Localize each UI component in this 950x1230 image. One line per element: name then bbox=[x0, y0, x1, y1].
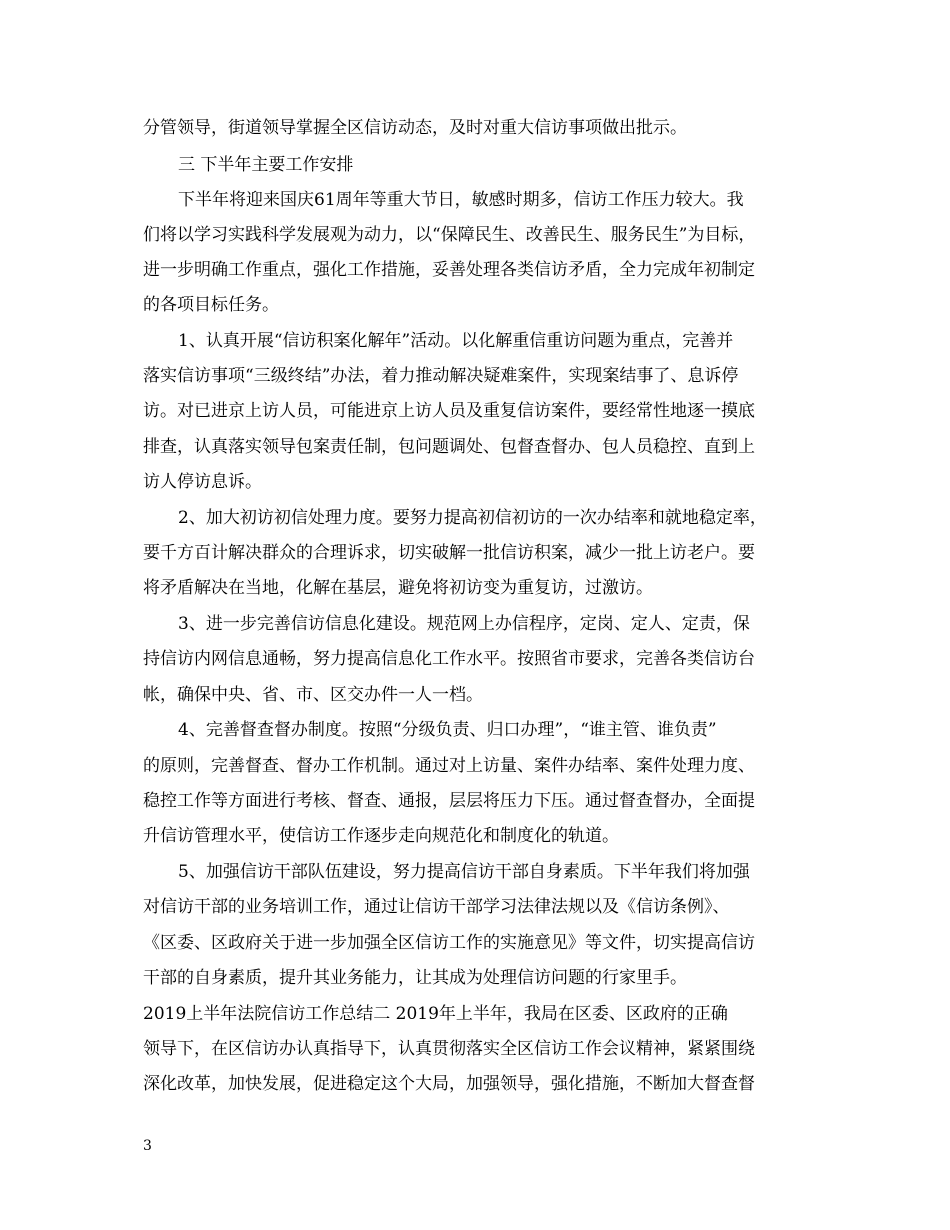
text-line: 4、完善督查督办制度。按照“分级负责、归口办理”，“谁主管、谁负责” bbox=[178, 720, 717, 740]
text-line: 5、加强信访干部队伍建设，努力提高信访干部自身素质。下半年我们将加强 bbox=[178, 862, 750, 882]
section-heading: 三 下半年主要工作安排 bbox=[178, 155, 354, 175]
text-line: 要千方百计解决群众的合理诉求，切实破解一批信访积案，减少一批上访老户。要 bbox=[143, 543, 755, 563]
text-line: 稳控工作等方面进行考核、督查、通报，层层将压力下压。通过督查督办，全面提 bbox=[143, 791, 755, 811]
text-line: 《区委、区政府关于进一步加强全区信访工作的实施意见》等文件，切实提高信访 bbox=[143, 933, 755, 953]
text-line: 领导下，在区信访办认真指导下，认真贯彻落实全区信访工作会议精神，紧紧围绕 bbox=[143, 1039, 755, 1059]
text-line: 们将以学习实践科学发展观为动力，以“保障民生、改善民生、服务民生”为目标， bbox=[143, 225, 756, 245]
text-line: 干部的自身素质，提升其业务能力，让其成为处理信访问题的行家里手。 bbox=[143, 968, 687, 988]
text-line: 的原则，完善督查、督办工作机制。通过对上访量、案件办结率、案件处理力度、 bbox=[143, 756, 755, 776]
page-number: 3 bbox=[143, 1138, 152, 1154]
text-line: 1、认真开展“信访积案化解年”活动。以化解重信重访问题为重点，完善并 bbox=[178, 331, 734, 351]
text-line: 2、加大初访初信处理力度。要努力提高初信初访的一次办结率和就地稳定率， bbox=[178, 508, 767, 528]
text-line: 持信访内网信息通畅，努力提高信息化工作水平。按照省市要求，完善各类信访台 bbox=[143, 649, 755, 669]
text-line: 排查，认真落实领导包案责任制，包问题调处、包督查督办、包人员稳控、直到上 bbox=[143, 437, 755, 457]
text-line: 将矛盾解决在当地，化解在基层，避免将初访变为重复访，过激访。 bbox=[143, 578, 653, 598]
text-line: 深化改革，加快发展，促进稳定这个大局，加强领导，强化措施，不断加大督查督 bbox=[143, 1074, 755, 1094]
text-line: 分管领导，街道领导掌握全区信访动态，及时对重大信访事项做出批示。 bbox=[143, 118, 687, 138]
text-line: 访。对已进京上访人员，可能进京上访人员及重复信访案件，要经常性地逐一摸底 bbox=[143, 401, 755, 421]
text-line: 帐，确保中央、省、市、区交办件一人一档。 bbox=[143, 685, 483, 705]
text-line: 升信访管理水平，使信访工作逐步走向规范化和制度化的轨道。 bbox=[143, 826, 619, 846]
text-line: 访人停访息诉。 bbox=[143, 472, 262, 492]
text-line: 3、进一步完善信访信息化建设。规范网上办信程序，定岗、定人、定责，保 bbox=[178, 614, 750, 634]
text-line: 2019上半年法院信访工作总结二 2019年上半年，我局在区委、区政府的正确 bbox=[143, 1004, 728, 1024]
text-line: 下半年将迎来国庆61周年等重大节日，敏感时期多，信访工作压力较大。我 bbox=[178, 190, 744, 210]
text-line: 进一步明确工作重点，强化工作措施，妥善处理各类信访矛盾，全力完成年初制定 bbox=[143, 260, 755, 280]
text-line: 的各项目标任务。 bbox=[143, 295, 279, 315]
text-line: 落实信访事项“三级终结”办法，着力推动解决疑难案件，实现案结事了、息诉停 bbox=[143, 366, 739, 386]
text-line: 对信访干部的业务培训工作，通过让信访干部学习法律法规以及《信访条例》、 bbox=[143, 897, 730, 917]
